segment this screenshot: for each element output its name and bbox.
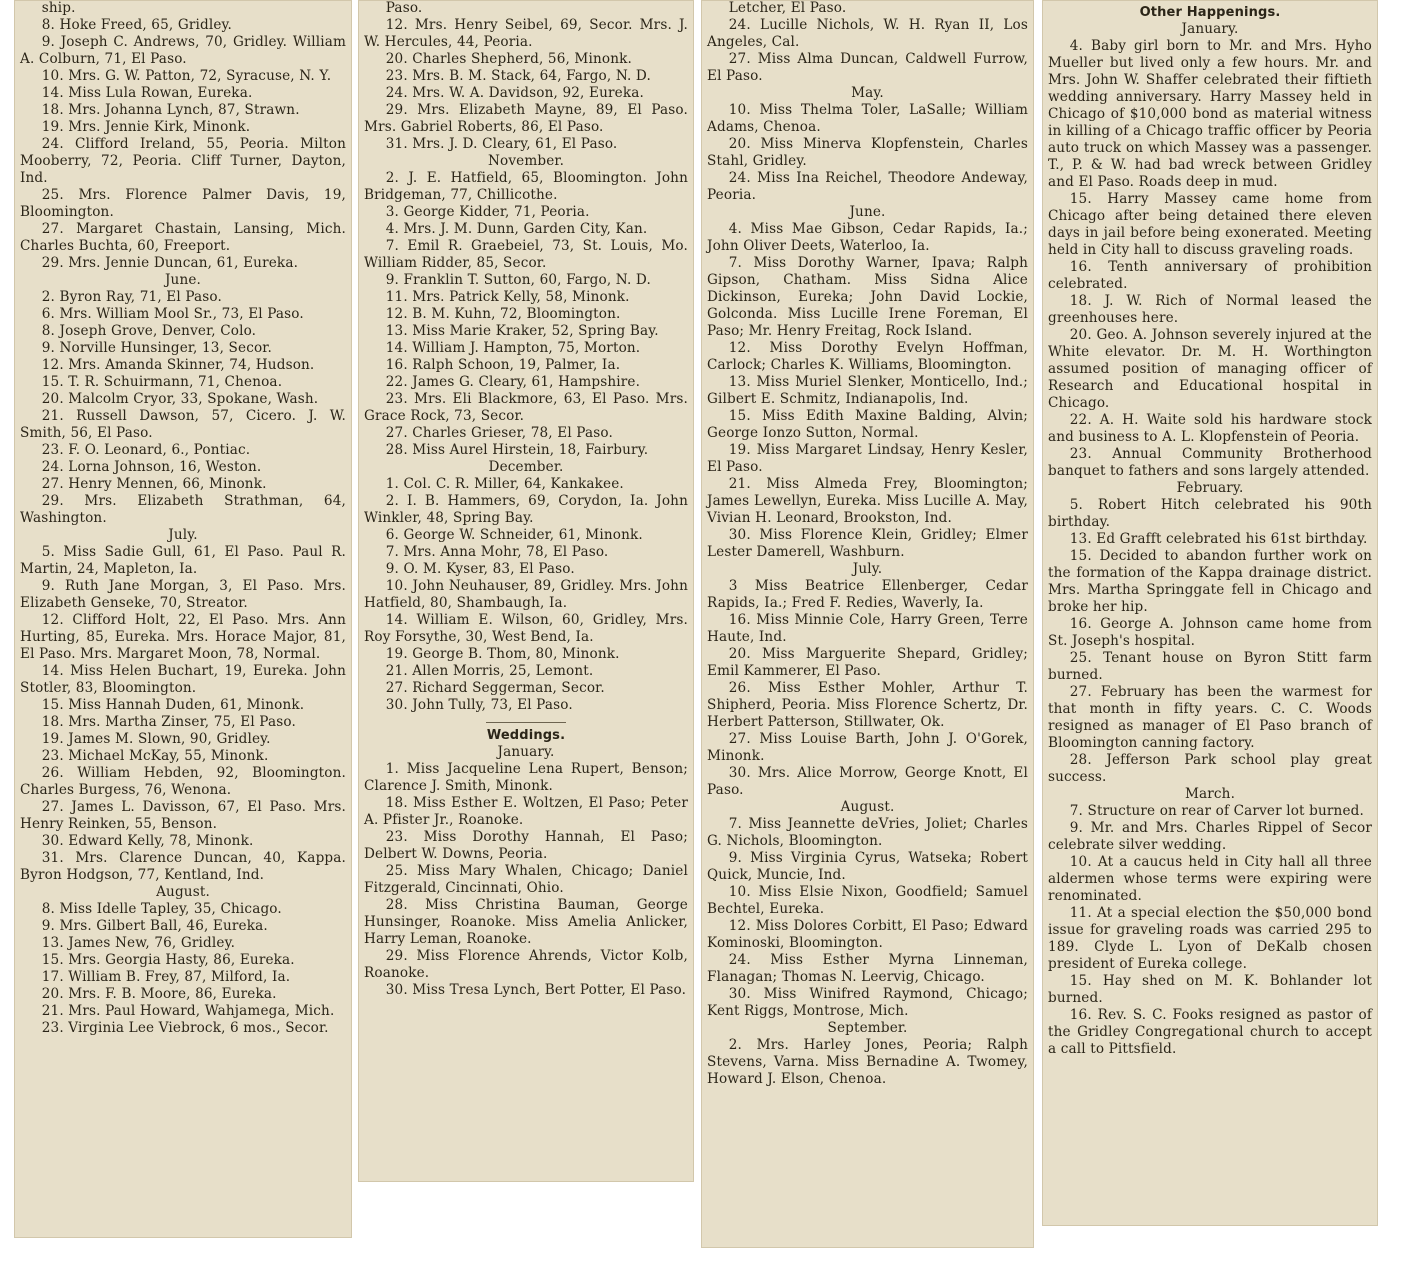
entry-paragraph: 26. William Hebden, 92, Bloomington. Charles Burgess, 76, Wenona. bbox=[20, 765, 346, 798]
section-heading: Other Happenings. bbox=[1139, 5, 1281, 20]
entry-paragraph: 20. Miss Marguerite Shepard, Gridley; Emil Kammerer, El Paso. bbox=[707, 646, 1028, 679]
entry-paragraph: 27. Miss Louise Barth, John J. O'Gorek, Minonk. bbox=[707, 731, 1028, 764]
entry-paragraph: 9. Mrs. Gilbert Ball, 46, Eureka. bbox=[41, 918, 268, 934]
entry-paragraph: 14. Miss Helen Buchart, 19, Eureka. John Stotler, 83, Bloomington. bbox=[20, 663, 346, 696]
entry-paragraph: 24. Miss Ina Reichel, Theodore Andeway, Peoria. bbox=[707, 170, 1028, 203]
month-heading: January. bbox=[497, 744, 555, 760]
entry-paragraph: 12. Miss Dolores Corbitt, El Paso; Edward Kominoski, Bloomington. bbox=[707, 918, 1028, 951]
entry-paragraph: 9. Joseph C. Andrews, 70, Gridley. William A. Colburn, 71, El Paso. bbox=[20, 34, 346, 67]
entry-paragraph: 10. Mrs. G. W. Patton, 72, Syracuse, N. Y. bbox=[41, 68, 332, 84]
entry-paragraph: 5. Miss Sadie Gull, 61, El Paso. Paul R. Martin, 24, Mapleton, Ia. bbox=[20, 544, 346, 577]
entry-paragraph: 25. Tenant house on Byron Stitt farm burned. bbox=[1048, 650, 1372, 683]
entry-paragraph: 14. Miss Lula Rowan, Eureka. bbox=[41, 85, 253, 101]
entry-paragraph: 9. O. M. Kyser, 83, El Paso. bbox=[385, 561, 575, 577]
entry-paragraph: 2. I. B. Hammers, 69, Corydon, Ia. John Winkler, 48, Spring Bay. bbox=[364, 493, 688, 526]
entry-paragraph: 10. At a caucus held in City hall all three aldermen whose terms were expiring were renominated. bbox=[1048, 854, 1372, 904]
entry-paragraph: 24. Miss Esther Myrna Linneman, Flanagan; Thomas N. Leervig, Chicago. bbox=[707, 952, 1028, 985]
entry-paragraph: 30. Edward Kelly, 78, Minonk. bbox=[41, 833, 254, 849]
entry-paragraph: 7. Emil R. Graebeiel, 73, St. Louis, Mo. William Ridder, 85, Secor. bbox=[364, 238, 688, 271]
entry-paragraph: 12. Mrs. Henry Seibel, 69, Secor. Mrs. J. W. Hercules, 44, Peoria. bbox=[364, 17, 688, 50]
entry-paragraph: 3 Miss Beatrice Ellenberger, Cedar Rapids, Ia.; Fred F. Redies, Waverly, Ia. bbox=[707, 578, 1028, 611]
entry-paragraph: 14. William J. Hampton, 75, Morton. bbox=[385, 340, 641, 356]
entry-paragraph: 8. Hoke Freed, 65, Gridley. bbox=[41, 17, 233, 33]
entry-paragraph: 27. Miss Alma Duncan, Caldwell Furrow, El Paso. bbox=[707, 51, 1028, 84]
month-heading: June. bbox=[164, 272, 202, 288]
clipping-column-2 bbox=[358, 0, 694, 1182]
entry-paragraph: Paso. bbox=[385, 0, 423, 16]
entry-paragraph: 2. Byron Ray, 71, El Paso. bbox=[41, 289, 222, 305]
entry-paragraph: 4. Miss Mae Gibson, Cedar Rapids, Ia.; John Oliver Deets, Waterloo, Ia. bbox=[707, 221, 1028, 254]
month-heading: May. bbox=[851, 85, 884, 101]
entry-paragraph: 23. Annual Community Brotherhood banquet to fathers and sons largely attended. bbox=[1048, 446, 1372, 479]
entry-paragraph: 7. Miss Jeannette deVries, Joliet; Charles G. Nichols, Bloomington. bbox=[707, 816, 1028, 849]
entry-paragraph: 4. Baby girl born to Mr. and Mrs. Hyho Mueller but lived only a few hours. Mr. and Mrs. John W. Shaffer celebrated their fiftieth wedding anniversary. Harry Massey held in Chicago of $10,000 bond as material witness in killing of a Chicago traffic officer by Peoria auto truck on which Massey was a passenger. T., P. & W. had bad wreck between Gridley and El Paso. Roads deep in mud. bbox=[1048, 38, 1372, 190]
clipping-column-1 bbox=[14, 0, 352, 1238]
section-heading: Weddings. bbox=[486, 728, 566, 743]
entry-paragraph: 21. Allen Morris, 25, Lemont. bbox=[385, 663, 594, 679]
entry-paragraph: 23. F. O. Leonard, 6., Pontiac. bbox=[41, 442, 251, 458]
entry-paragraph: 12. Clifford Holt, 22, El Paso. Mrs. Ann Hurting, 85, Eureka. Mrs. Horace Major, 81, El Paso. Mrs. Margaret Moon, 78, Normal. bbox=[20, 612, 346, 662]
entry-paragraph: 7. Structure on rear of Carver lot burned. bbox=[1069, 803, 1364, 819]
month-heading: August. bbox=[156, 884, 210, 900]
entry-paragraph: 19. George B. Thom, 80, Minonk. bbox=[385, 646, 620, 662]
entry-paragraph: 27. James L. Davisson, 67, El Paso. Mrs. Henry Reinken, 55, Benson. bbox=[20, 799, 346, 832]
entry-paragraph: 30. Miss Tresa Lynch, Bert Potter, El Paso. bbox=[385, 982, 687, 998]
month-heading: March. bbox=[1184, 786, 1236, 802]
entry-paragraph: 15. Hay shed on M. K. Bohlander lot burned. bbox=[1048, 973, 1372, 1006]
entry-paragraph: 16. Rev. S. C. Fooks resigned as pastor of the Gridley Congregational church to accept a call to Pittsfield. bbox=[1048, 1007, 1372, 1057]
entry-paragraph: 15. Decided to abandon further work on the formation of the Kappa drainage district. Mrs. Martha Springgate fell in Chicago and broke her hip. bbox=[1048, 548, 1372, 615]
entry-paragraph: 26. Miss Esther Mohler, Arthur T. Shipherd, Peoria. Miss Florence Schertz, Dr. Herbert Patterson, Stillwater, Ok. bbox=[707, 680, 1028, 730]
column-text bbox=[1042, 4, 1378, 1058]
entry-paragraph: 20. Charles Shepherd, 56, Minonk. bbox=[385, 51, 633, 67]
entry-paragraph: 19. James M. Slown, 90, Gridley. bbox=[41, 731, 271, 747]
entry-paragraph: 31. Mrs. Clarence Duncan, 40, Kappa. Byron Hodgson, 77, Kentland, Ind. bbox=[20, 850, 346, 883]
entry-paragraph: 10. Miss Thelma Toler, LaSalle; William Adams, Chenoa. bbox=[707, 102, 1028, 135]
month-heading: August. bbox=[840, 799, 895, 815]
entry-paragraph: 12. Mrs. Amanda Skinner, 74, Hudson. bbox=[41, 357, 315, 373]
entry-paragraph: 6. Mrs. William Mool Sr., 73, El Paso. bbox=[41, 306, 304, 322]
entry-paragraph: 1. Col. C. R. Miller, 64, Kankakee. bbox=[385, 476, 624, 492]
entry-paragraph: 18. Mrs. Johanna Lynch, 87, Strawn. bbox=[41, 102, 300, 118]
entry-paragraph: 12. Miss Dorothy Evelyn Hoffman, Carlock; Charles K. Williams, Bloomington. bbox=[707, 340, 1028, 373]
column-text bbox=[14, 0, 352, 1037]
entry-paragraph: 2. J. E. Hatfield, 65, Bloomington. John Bridgeman, 77, Chillicothe. bbox=[364, 170, 688, 203]
entry-paragraph: 7. Miss Dorothy Warner, Ipava; Ralph Gipson, Chatham. Miss Sidna Alice Dickinson, Eureka; John David Lockie, Golconda. Miss Lucille Irene Foreman, El Paso; Mr. Henry Freitag, Rock Island. bbox=[707, 255, 1028, 339]
entry-paragraph: 23. Michael McKay, 55, Minonk. bbox=[41, 748, 269, 764]
entry-paragraph: 14. William E. Wilson, 60, Gridley, Mrs. Roy Forsythe, 30, West Bend, Ia. bbox=[364, 612, 688, 645]
entry-paragraph: 29. Mrs. Elizabeth Mayne, 89, El Paso. Mrs. Gabriel Roberts, 86, El Paso. bbox=[364, 102, 688, 135]
entry-paragraph: 16. Tenth anniversary of prohibition celebrated. bbox=[1048, 259, 1372, 292]
entry-paragraph: 21. Miss Almeda Frey, Bloomington; James Lewellyn, Eureka. Miss Lucille A. May, Vivian H. Leonard, Brookston, Ind. bbox=[707, 476, 1028, 526]
entry-paragraph: 12. B. M. Kuhn, 72, Bloomington. bbox=[385, 306, 621, 322]
entry-paragraph: 16. Miss Minnie Cole, Harry Green, Terre Haute, Ind. bbox=[707, 612, 1028, 645]
entry-paragraph: 8. Miss Idelle Tapley, 35, Chicago. bbox=[41, 901, 282, 917]
entry-paragraph: 24. Lucille Nichols, W. H. Ryan II, Los Angeles, Cal. bbox=[707, 17, 1028, 50]
entry-paragraph: 30. Miss Florence Klein, Gridley; Elmer Lester Damerell, Washburn. bbox=[707, 527, 1028, 560]
entry-paragraph: 21. Mrs. Paul Howard, Wahjamega, Mich. bbox=[41, 1003, 335, 1019]
entry-paragraph: 15. Miss Edith Maxine Balding, Alvin; George Ionzo Sutton, Normal. bbox=[707, 408, 1028, 441]
entry-paragraph: 24. Clifford Ireland, 55, Peoria. Milton Mooberry, 72, Peoria. Cliff Turner, Dayton, Ind. bbox=[20, 136, 346, 186]
entry-paragraph: 15. Mrs. Georgia Hasty, 86, Eureka. bbox=[41, 952, 295, 968]
entry-paragraph: 11. At a special election the $50,000 bond issue for graveling roads was carried 295 to 189. Clyde L. Lyon of DeKalb chosen president of Eureka college. bbox=[1048, 905, 1372, 972]
entry-paragraph: 15. Harry Massey came home from Chicago after being detained there eleven days in jail before being exonerated. Meeting held in City hall to discuss graveling roads. bbox=[1048, 191, 1372, 258]
month-heading: July. bbox=[852, 561, 883, 577]
entry-paragraph: ship. bbox=[41, 0, 76, 16]
entry-paragraph: 6. George W. Schneider, 61, Minonk. bbox=[385, 527, 643, 543]
entry-paragraph: 9. Mr. and Mrs. Charles Rippel of Secor celebrate silver wedding. bbox=[1048, 820, 1372, 853]
month-heading: December. bbox=[488, 459, 564, 475]
entry-paragraph: 20. Geo. A. Johnson severely injured at the White elevator. Dr. M. H. Worthington assumed position of managing officer of Research and Educational hospital in Chicago. bbox=[1048, 327, 1372, 411]
entry-paragraph: 18. Miss Esther E. Woltzen, El Paso; Peter A. Pfister Jr., Roanoke. bbox=[364, 795, 688, 828]
entry-paragraph: Letcher, El Paso. bbox=[728, 0, 847, 16]
entry-paragraph: 9. Franklin T. Sutton, 60, Fargo, N. D. bbox=[385, 272, 651, 288]
entry-paragraph: 11. Mrs. Patrick Kelly, 58, Minonk. bbox=[385, 289, 630, 305]
entry-paragraph: 17. William B. Frey, 87, Milford, Ia. bbox=[41, 969, 291, 985]
month-heading: July. bbox=[168, 527, 198, 543]
entry-paragraph: 29. Mrs. Elizabeth Strathman, 64, Washington. bbox=[20, 493, 346, 526]
entry-paragraph: 20. Malcolm Cryor, 33, Spokane, Wash. bbox=[41, 391, 319, 407]
entry-paragraph: 22. James G. Cleary, 61, Hampshire. bbox=[385, 374, 641, 390]
section-rule bbox=[486, 722, 566, 723]
entry-paragraph: 29. Mrs. Jennie Duncan, 61, Eureka. bbox=[41, 255, 299, 271]
entry-paragraph: 18. J. W. Rich of Normal leased the greenhouses here. bbox=[1048, 293, 1372, 326]
entry-paragraph: 25. Mrs. Florence Palmer Davis, 19, Bloomington. bbox=[20, 187, 346, 220]
month-heading: February. bbox=[1176, 480, 1244, 496]
entry-paragraph: 23. Mrs. B. M. Stack, 64, Fargo, N. D. bbox=[385, 68, 651, 84]
entry-paragraph: 7. Mrs. Anna Mohr, 78, El Paso. bbox=[385, 544, 609, 560]
entry-paragraph: 23. Mrs. Eli Blackmore, 63, El Paso. Mrs. Grace Rock, 73, Secor. bbox=[364, 391, 688, 424]
entry-paragraph: 9. Norville Hunsinger, 13, Secor. bbox=[41, 340, 272, 356]
column-text bbox=[701, 0, 1034, 1088]
entry-paragraph: 4. Mrs. J. M. Dunn, Garden City, Kan. bbox=[385, 221, 648, 237]
column-text bbox=[358, 0, 694, 999]
month-heading: September. bbox=[827, 1020, 908, 1036]
entry-paragraph: 20. Miss Minerva Klopfenstein, Charles Stahl, Gridley. bbox=[707, 136, 1028, 169]
entry-paragraph: 5. Robert Hitch celebrated his 90th birthday. bbox=[1048, 497, 1372, 530]
entry-paragraph: 22. A. H. Waite sold his hardware stock and business to A. L. Klopfenstein of Peoria. bbox=[1048, 412, 1372, 445]
entry-paragraph: 24. Mrs. W. A. Davidson, 92, Eureka. bbox=[385, 85, 644, 101]
entry-paragraph: 31. Mrs. J. D. Cleary, 61, El Paso. bbox=[385, 136, 618, 152]
month-heading: November. bbox=[487, 153, 565, 169]
entry-paragraph: 9. Miss Virginia Cyrus, Watseka; Robert Quick, Muncie, Ind. bbox=[707, 850, 1028, 883]
entry-paragraph: 27. Richard Seggerman, Secor. bbox=[385, 680, 605, 696]
entry-paragraph: 19. Miss Margaret Lindsay, Henry Kesler, El Paso. bbox=[707, 442, 1028, 475]
entry-paragraph: 25. Miss Mary Whalen, Chicago; Daniel Fitzgerald, Cincinnati, Ohio. bbox=[364, 863, 688, 896]
entry-paragraph: 30. Miss Winifred Raymond, Chicago; Kent Riggs, Montrose, Mich. bbox=[707, 986, 1028, 1019]
entry-paragraph: 15. Miss Hannah Duden, 61, Minonk. bbox=[41, 697, 305, 713]
entry-paragraph: 16. George A. Johnson came home from St. Joseph's hospital. bbox=[1048, 616, 1372, 649]
entry-paragraph: 8. Joseph Grove, Denver, Colo. bbox=[41, 323, 257, 339]
entry-paragraph: 1. Miss Jacqueline Lena Rupert, Benson; Clarence J. Smith, Minonk. bbox=[364, 761, 688, 794]
month-heading: June. bbox=[849, 204, 886, 220]
entry-paragraph: 13. Ed Grafft celebrated his 61st birthday. bbox=[1069, 531, 1368, 547]
entry-paragraph: 19. Mrs. Jennie Kirk, Minonk. bbox=[41, 119, 251, 135]
entry-paragraph: 27. February has been the warmest for that month in fifty years. C. C. Woods resigned as manager of El Paso branch of Bloomington canning factory. bbox=[1048, 684, 1372, 751]
entry-paragraph: 18. Mrs. Martha Zinser, 75, El Paso. bbox=[41, 714, 296, 730]
entry-paragraph: 28. Miss Aurel Hirstein, 18, Fairbury. bbox=[385, 442, 649, 458]
entry-paragraph: 20. Mrs. F. B. Moore, 86, Eureka. bbox=[41, 986, 277, 1002]
entry-paragraph: 3. George Kidder, 71, Peoria. bbox=[385, 204, 590, 220]
entry-paragraph: 27. Margaret Chastain, Lansing, Mich. Charles Buchta, 60, Freeport. bbox=[20, 221, 346, 254]
entry-paragraph: 29. Miss Florence Ahrends, Victor Kolb, Roanoke. bbox=[364, 948, 688, 981]
entry-paragraph: 23. Miss Dorothy Hannah, El Paso; Delbert W. Downs, Peoria. bbox=[364, 829, 688, 862]
entry-paragraph: 30. John Tully, 73, El Paso. bbox=[385, 697, 573, 713]
entry-paragraph: 15. T. R. Schuirmann, 71, Chenoa. bbox=[41, 374, 283, 390]
entry-paragraph: 16. Ralph Schoon, 19, Palmer, Ia. bbox=[385, 357, 621, 373]
entry-paragraph: 10. Miss Elsie Nixon, Goodfield; Samuel Bechtel, Eureka. bbox=[707, 884, 1028, 917]
entry-paragraph: 27. Henry Mennen, 66, Minonk. bbox=[41, 476, 267, 492]
month-heading: January. bbox=[1181, 21, 1239, 37]
entry-paragraph: 9. Ruth Jane Morgan, 3, El Paso. Mrs. Elizabeth Genseke, 70, Streator. bbox=[20, 578, 346, 611]
entry-paragraph: 28. Miss Christina Bauman, George Hunsinger, Roanoke. Miss Amelia Anlicker, Harry Leman, Roanoke. bbox=[364, 897, 688, 947]
clipping-column-4 bbox=[1042, 0, 1378, 1226]
entry-paragraph: 13. James New, 76, Gridley. bbox=[41, 935, 236, 951]
entry-paragraph: 2. Mrs. Harley Jones, Peoria; Ralph Stevens, Varna. Miss Bernadine A. Twomey, Howard J. Elson, Chenoa. bbox=[707, 1037, 1028, 1087]
entry-paragraph: 28. Jefferson Park school play great success. bbox=[1048, 752, 1372, 785]
entry-paragraph: 21. Russell Dawson, 57, Cicero. J. W. Smith, 56, El Paso. bbox=[20, 408, 346, 441]
entry-paragraph: 13. Miss Marie Kraker, 52, Spring Bay. bbox=[385, 323, 659, 339]
entry-paragraph: 23. Virginia Lee Viebrock, 6 mos., Secor. bbox=[41, 1020, 329, 1036]
entry-paragraph: 13. Miss Muriel Slenker, Monticello, Ind.; Gilbert E. Schmitz, Indianapolis, Ind. bbox=[707, 374, 1028, 407]
entry-paragraph: 27. Charles Grieser, 78, El Paso. bbox=[385, 425, 613, 441]
entry-paragraph: 10. John Neuhauser, 89, Gridley. Mrs. John Hatfield, 80, Shambaugh, Ia. bbox=[364, 578, 688, 611]
clipping-column-3 bbox=[701, 0, 1034, 1248]
entry-paragraph: 24. Lorna Johnson, 16, Weston. bbox=[41, 459, 262, 475]
entry-paragraph: 30. Mrs. Alice Morrow, George Knott, El Paso. bbox=[707, 765, 1028, 798]
